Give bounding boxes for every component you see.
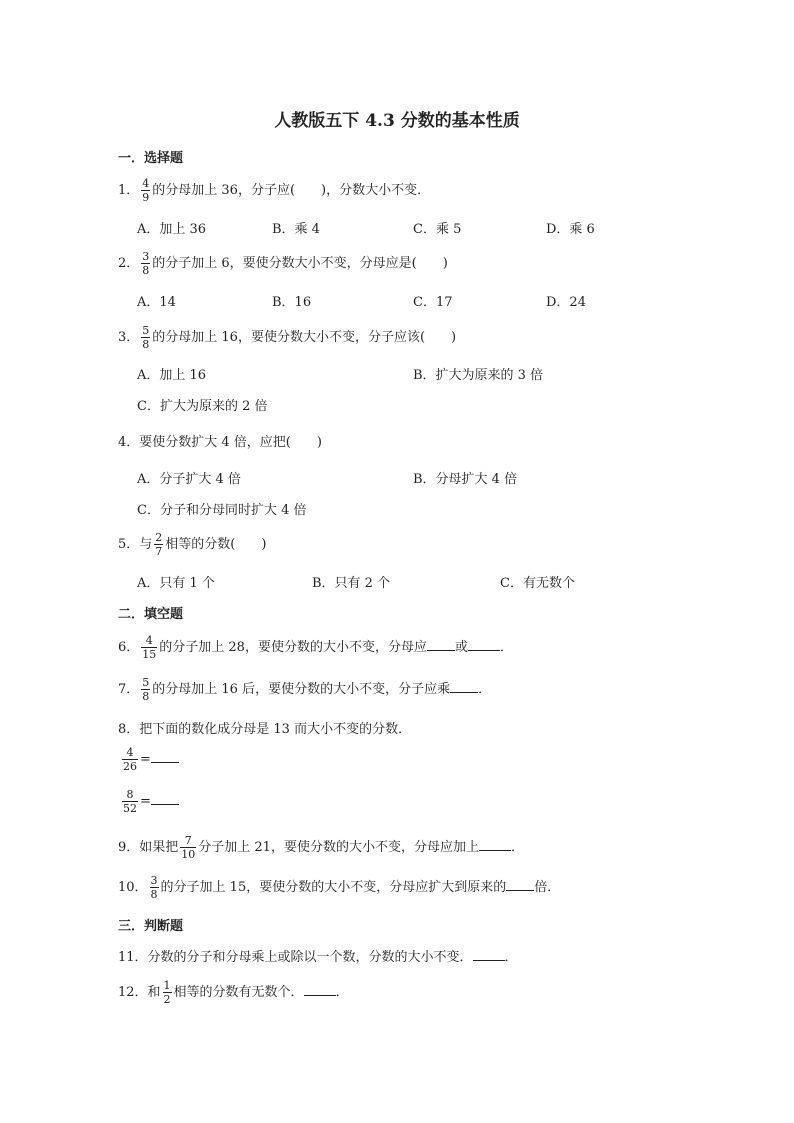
answer-blank[interactable]: [304, 985, 336, 996]
question-5: [118, 531, 266, 558]
question-4: 4．要使分数扩大 4 倍，应把( ): [118, 435, 322, 450]
question-text: 相等的分数有无数个．: [173, 985, 304, 1000]
question-number: 7．: [118, 682, 140, 697]
answer-blank[interactable]: [468, 640, 500, 651]
option-b: B．只有 2 个: [312, 576, 391, 591]
question-7: [118, 676, 491, 703]
question-text-end: ．: [504, 950, 518, 965]
option-b: B．乘 4: [272, 222, 320, 237]
question-text-end: 倍．: [534, 880, 561, 895]
question-number: 10．: [118, 880, 148, 895]
option-a: A．14: [137, 295, 176, 310]
question-9: [118, 834, 524, 861]
option-c: C．分子和分母同时扩大 4 倍: [137, 503, 307, 518]
option-a: A．分子扩大 4 倍: [137, 472, 241, 487]
fraction: $\frac{4}{26}$: [123, 746, 137, 773]
question-text: 的分母加上 16 后，要使分数的大小不变，分子应乘: [152, 682, 451, 697]
answer-blank[interactable]: [506, 880, 534, 891]
question-1: [118, 177, 430, 204]
option-a: A．加上 36: [137, 222, 207, 237]
question-text: 的分母加上 36，分子应( )，分数大小不变．: [152, 183, 431, 198]
option-a: A．只有 1 个: [137, 576, 215, 591]
option-c: C．乘 5: [413, 222, 462, 237]
fraction: $\frac{4}{9}$: [142, 177, 150, 204]
question-text-end: ．: [499, 640, 513, 655]
answer-blank[interactable]: [151, 794, 179, 805]
fraction: $\frac{7}{10}$: [181, 834, 196, 861]
answer-blank[interactable]: [450, 682, 478, 693]
section-heading-fill: 二．填空题: [118, 607, 184, 622]
question-text: 的分子加上 6，要使分数大小不变，分母应是( ): [152, 256, 448, 271]
question-number: 5．与: [118, 537, 153, 552]
question-text: 11．分数的分子和分母乘上或除以一个数，分数的大小不变．: [118, 950, 473, 965]
option-c: C．17: [413, 295, 453, 310]
equals-sign: =: [140, 794, 151, 809]
question-3: [118, 324, 456, 351]
section-heading-choice: 一．选择题: [118, 151, 184, 166]
question-number: 6．: [118, 640, 140, 655]
question-6: [118, 634, 513, 661]
equals-sign: =: [140, 752, 151, 767]
question-11: [118, 946, 518, 965]
fraction: $\frac{4}{15}$: [142, 634, 157, 661]
answer-blank[interactable]: [151, 752, 179, 763]
conversion-item: [120, 746, 179, 773]
question-text: 的分母加上 16，要使分数大小不变，分子应该( ): [152, 330, 457, 345]
fraction: $\frac{1}{2}$: [163, 979, 171, 1006]
question-text: 分子加上 21，要使分数的大小不变，分母应加上: [198, 840, 479, 855]
answer-blank[interactable]: [427, 640, 455, 651]
question-text: 相等的分数( ): [165, 537, 267, 552]
option-b: B．16: [272, 295, 312, 310]
question-number: 9．如果把: [118, 840, 179, 855]
option-a: A．加上 16: [137, 368, 207, 383]
option-b: B．扩大为原来的 3 倍: [413, 368, 544, 383]
fraction: $\frac{3}{8}$: [150, 874, 158, 901]
conversion-item: [120, 788, 179, 815]
question-8: 8．把下面的数化成分母是 13 而大小不变的分数．: [118, 722, 412, 737]
question-text-end: ．: [510, 840, 524, 855]
fraction: $\frac{8}{52}$: [123, 788, 137, 815]
option-d: D．24: [546, 295, 586, 310]
page-title: 人教版五下 4.3 分数的基本性质: [274, 111, 520, 131]
question-text-mid: 或: [454, 640, 468, 655]
question-number: 12．和: [118, 985, 161, 1000]
answer-blank[interactable]: [479, 840, 511, 851]
option-c: C．扩大为原来的 2 倍: [137, 399, 268, 414]
option-b: B．分母扩大 4 倍: [413, 472, 518, 487]
answer-blank[interactable]: [473, 950, 505, 961]
fraction: $\frac{2}{7}$: [155, 531, 163, 558]
question-number: 1．: [118, 183, 140, 198]
question-number: 3．: [118, 330, 140, 345]
fraction: $\frac{5}{8}$: [142, 676, 150, 703]
option-c: C．有无数个: [500, 576, 575, 591]
fraction: $\frac{5}{8}$: [142, 324, 150, 351]
question-2: [118, 250, 448, 277]
section-heading-judge: 三．判断题: [118, 919, 184, 934]
question-10: [118, 874, 560, 901]
question-text: 的分子加上 28，要使分数的大小不变，分母应: [159, 640, 427, 655]
question-text-end: ．: [478, 682, 492, 697]
question-number: 2．: [118, 256, 140, 271]
option-d: D．乘 6: [546, 222, 595, 237]
question-text-end: ．: [335, 985, 349, 1000]
fraction: $\frac{3}{8}$: [142, 250, 150, 277]
question-12: [118, 979, 349, 1006]
question-text: 的分子加上 15，要使分数的大小不变，分母应扩大到原来的: [160, 880, 507, 895]
